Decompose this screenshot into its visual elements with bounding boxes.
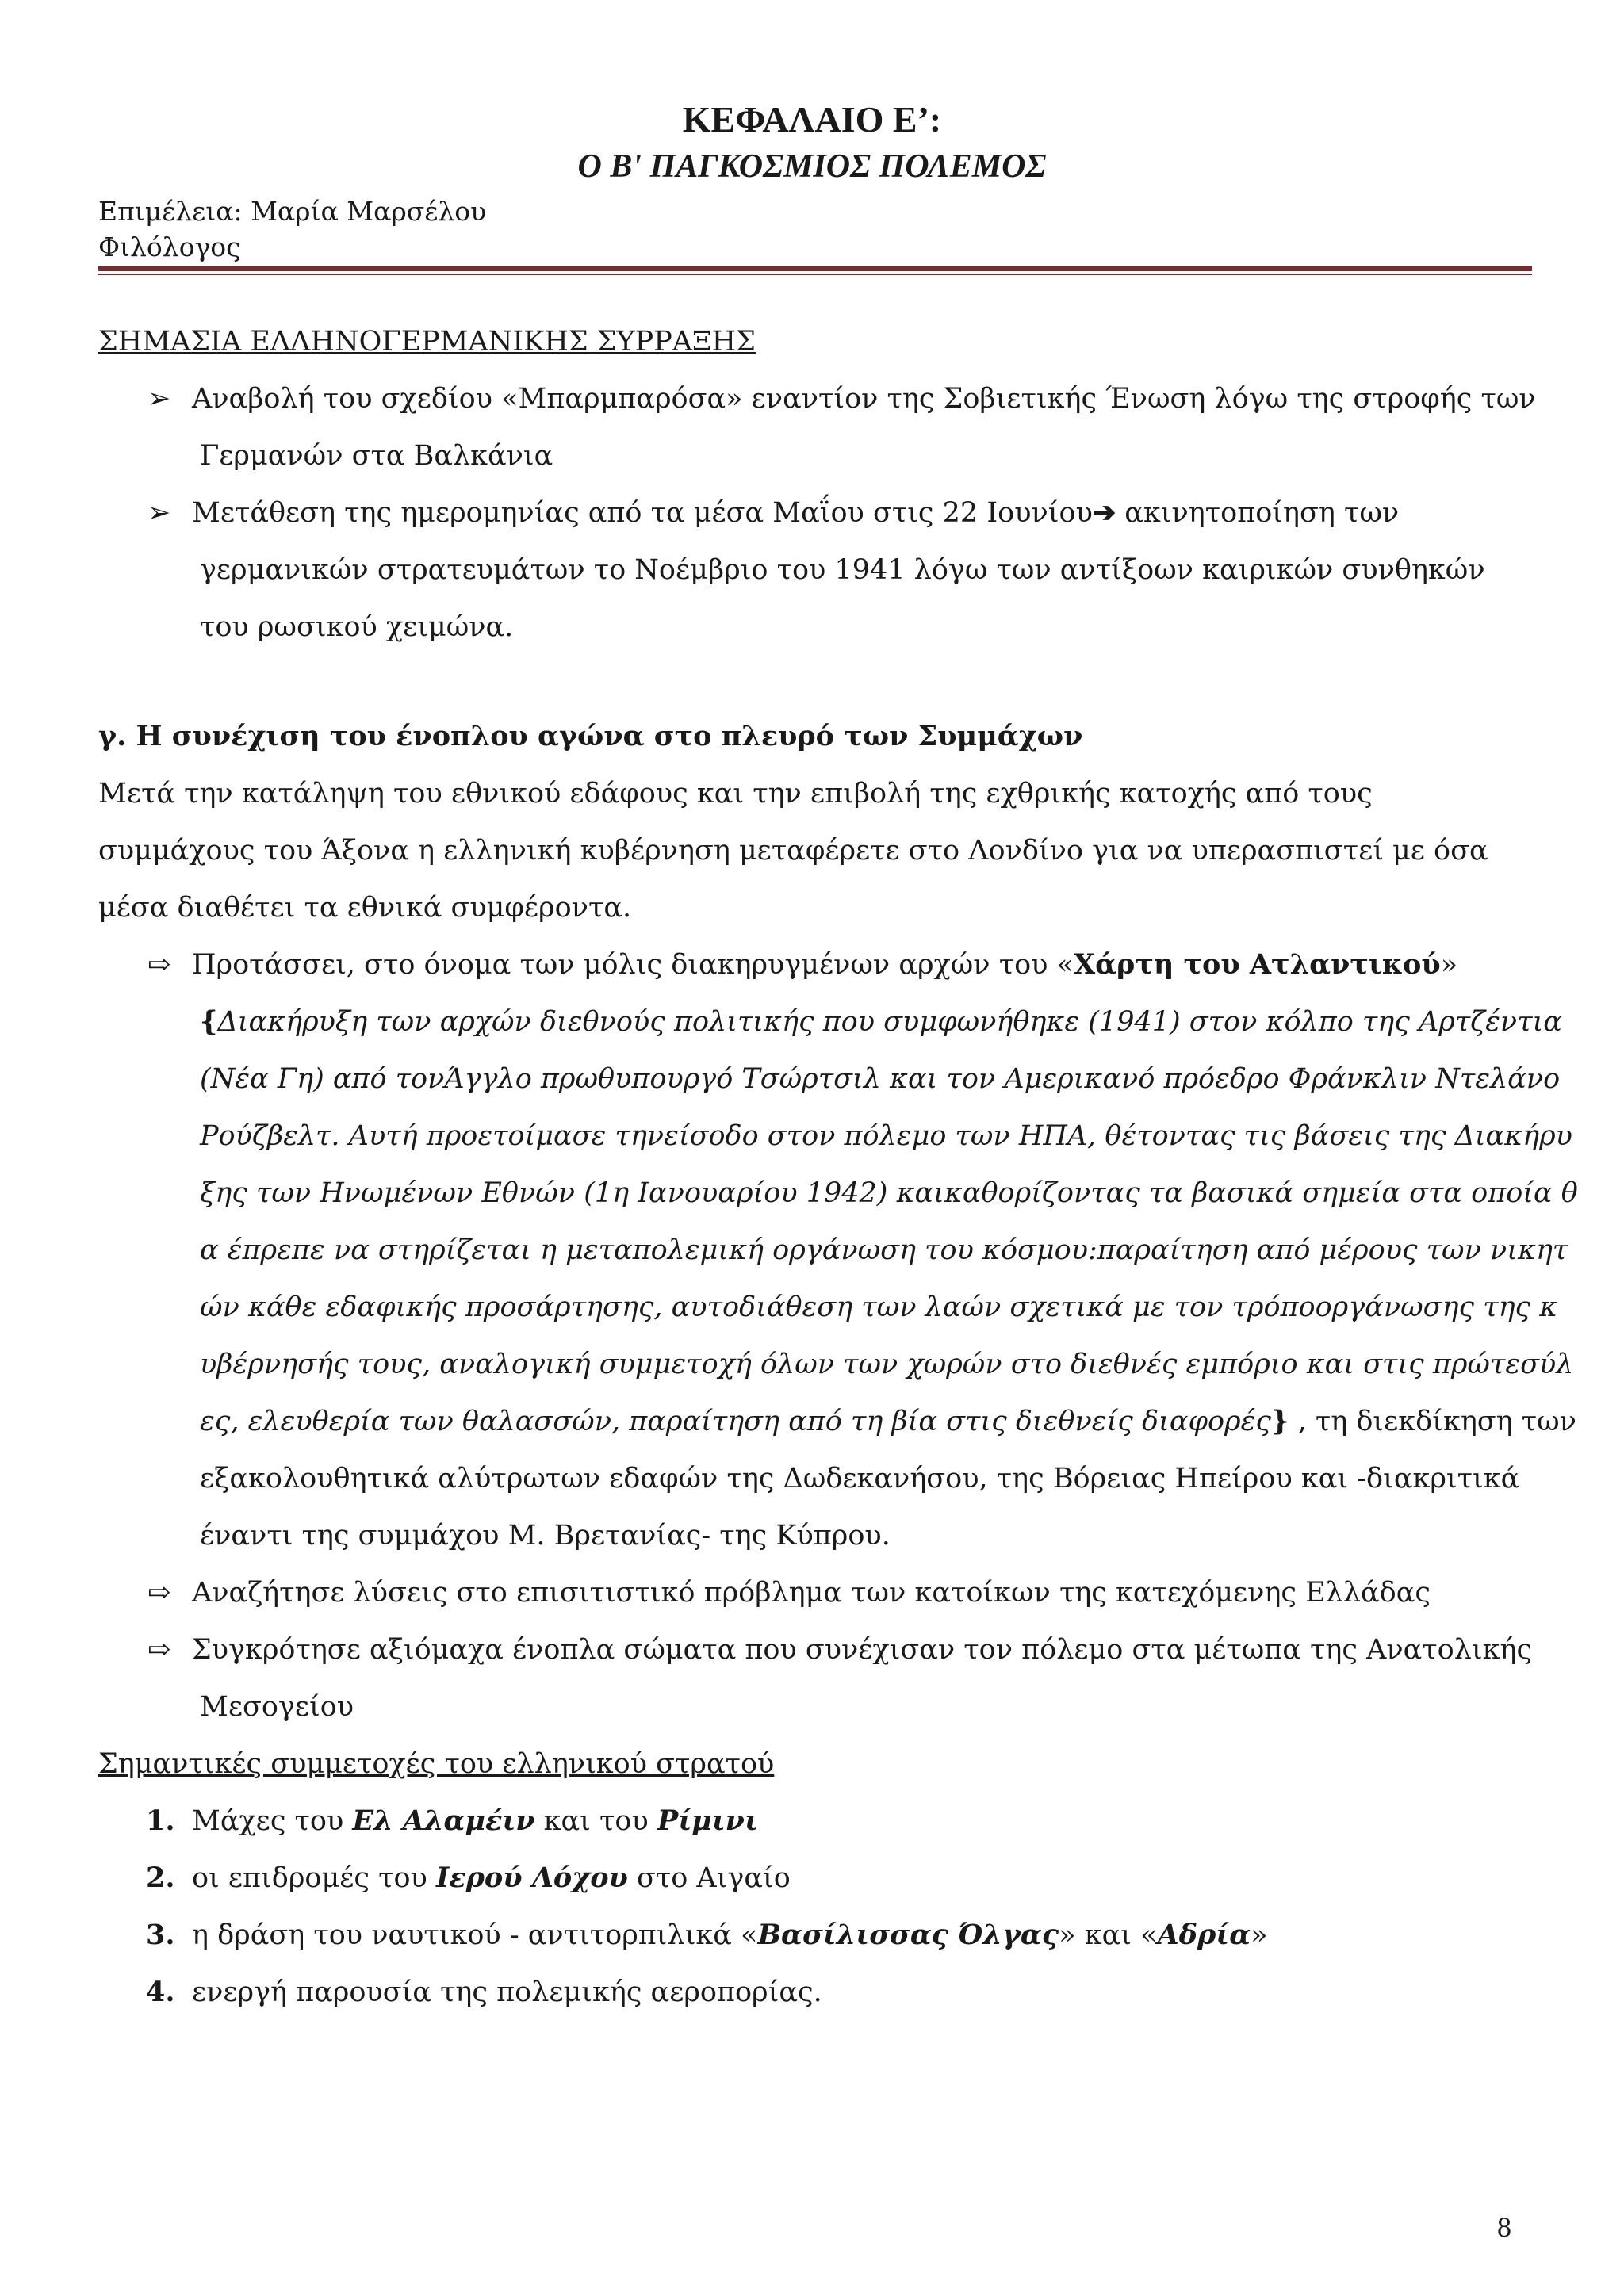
section-heading-continuation: γ. Η συνέχιση του ένοπλου αγώνα στο πλευρό των Συμμάχων [98, 720, 1083, 752]
hollow-arrow-icon: ⇨ [147, 1634, 171, 1666]
arrow-continuation: έναντι της συμμάχου Μ. Βρετανίας- της Κύπρου. [200, 1520, 891, 1552]
arrow-item-text [98, 936, 1532, 993]
page-number: 8 [1497, 2211, 1511, 2243]
text-run: » [1251, 1919, 1268, 1951]
emphasis-text: Ρίμινι [657, 1804, 758, 1837]
numbered-item [98, 1907, 1532, 1964]
bullet-continuation: Γερμανών στα Βαλκάνια [200, 440, 553, 472]
arrow-item [98, 936, 1532, 993]
item-text [98, 1850, 1532, 1907]
numbered-item [98, 1793, 1532, 1850]
text-run: » και « [1059, 1919, 1158, 1951]
bullet-arrowhead-icon: ➢ [147, 497, 171, 529]
arrow-continuation [98, 1393, 1576, 1450]
section-heading-significance [98, 313, 1532, 370]
numbered-item [98, 1850, 1532, 1907]
text-run: Μάχες του [192, 1805, 353, 1837]
arrow-continuation: ών κάθε εδαφικής προσάρτησης, αυτοδιάθεση των λαών σχετικά με τον τρόποοργάνωσης της κ [200, 1292, 1558, 1323]
arrow-continuation: εξακολουθητικά αλύτρωτων εδαφών της Δωδεκανήσου, της Βόρειας Ηπείρου και -διακριτικά [200, 1463, 1520, 1494]
emphasis-text: Αδρία [1157, 1919, 1251, 1951]
bullet-continuation: γερμανικών στρατευμάτων το Νοέμβριο του 1941 λόγω των αντίξοων καιρικών συνθηκών [200, 554, 1485, 586]
arrow-item-text: Συγκρότησε αξιόμαχα ένοπλα σώματα που συνέχισαν τον πόλεμο στα μέτωπα της Ανατολικής [192, 1634, 1533, 1666]
item-text [98, 1793, 1532, 1850]
text-run: στο Αιγαίο [627, 1862, 791, 1894]
text-run: ακινητοποίηση των [1116, 497, 1400, 529]
text-run: Προτάσσει, στο όνομα των μόλις διακηρυγμένων αρχών του « [192, 949, 1074, 981]
arrow-item-text: Αναζήτησε λύσεις στο επισιτιστικό πρόβλημα των κατοίκων της κατεχόμενης Ελλάδας [192, 1577, 1431, 1609]
paragraph-line: συμμάχους του Άξονα η ελληνική κυβέρνηση μεταφέρετε στο Λονδίνο για να υπερασπιστεί με όσα [98, 835, 1488, 867]
brace-open: { [200, 1005, 218, 1038]
text-run: οι επιδρομές του [192, 1862, 436, 1894]
header-rule-thick [98, 266, 1532, 271]
chapter-title: ΚΕΦΑΛΑΙΟ Ε’: [682, 99, 942, 140]
arrow-continuation: Μεσογείου [200, 1691, 354, 1723]
italic-text: ες, ελευθερία των θαλασσών, παραίτηση από τη βία στις διεθνείς διαφορές [200, 1406, 1271, 1437]
text-run: και του [534, 1805, 657, 1837]
spacer [98, 656, 1532, 708]
arrow-continuation: ξης των Ηνωμένων Εθνών (1η Ιανουαρίου 1942) καικαθορίζοντας τα βασικά σημεία στα οποία θ [200, 1177, 1578, 1209]
emphasis-text: Ελ Αλαμέιν [352, 1804, 535, 1837]
arrow-continuation: Ρούζβελτ. Αυτή προετοίμασε τηνείσοδο στον πόλεμο των ΗΠΑ, θέτοντας τις βάσεις της Διακήρυ [200, 1120, 1572, 1152]
bullet-item [98, 484, 1532, 541]
bullet-continuation: του ρωσικού χειμώνα. [200, 611, 514, 643]
atlantic-charter-label: Χάρτη του Ατλαντικού [1073, 948, 1441, 981]
arrow-continuation: (Νέα Γη) από τονΆγγλο πρωθυπουργό Τσώρτσιλ και τον Αμερικανό πρόεδρο Φράνκλιν Ντελάνο [200, 1063, 1561, 1095]
bullet-text: Αναβολή του σχεδίου «Μπαρμπαρόσα» εναντίον της Σοβιετικής Ένωση λόγω της στροφής των [192, 383, 1536, 415]
item-number: 1. [146, 1804, 175, 1837]
arrow-item [98, 1621, 1532, 1678]
hollow-arrow-icon: ⇨ [147, 1577, 171, 1609]
text-run: Μετάθεση της ημερομηνίας από τα μέσα Μαΐου στις 22 Ιουνίου [192, 497, 1093, 529]
numbered-item [98, 1964, 1532, 2021]
header-rule-thin [98, 274, 1532, 275]
arrow-continuation [98, 993, 1562, 1050]
item-number: 3. [146, 1919, 175, 1951]
arrow-continuation: υβέρνησής τους, αναλογική συμμετοχή όλων των χωρών στο διεθνές εμπόριο και στις πρώτεσύλ [200, 1349, 1574, 1380]
item-text: ενεργή παρουσία της πολεμικής αεροπορίας. [192, 1976, 822, 2008]
hollow-arrow-icon: ⇨ [147, 949, 171, 981]
brace-close: } [1271, 1405, 1289, 1437]
chapter-subtitle: Ο Β' ΠΑΓΚΟΣΜΙΟΣ ΠΟΛΕΜΟΣ [577, 148, 1047, 185]
emphasis-text: Βασίλισσας Όλγας [757, 1919, 1059, 1951]
right-arrow-icon: ➔ [1092, 496, 1116, 529]
emphasis-text: Ιερού Λόχου [435, 1862, 628, 1894]
paragraph-line: μέσα διαθέτει τα εθνικά συμφέροντα. [98, 892, 632, 924]
text-run: , τη διεκδίκηση των [1289, 1406, 1576, 1437]
item-number: 2. [146, 1862, 175, 1894]
section-heading-participations [98, 1735, 1532, 1793]
paragraph-line: Μετά την κατάληψη του εθνικού εδάφους και την επιβολή της εχθρικής κατοχής από τους [98, 778, 1373, 809]
author-role: Φιλόλογος [98, 232, 241, 262]
arrow-continuation: α έπρεπε να στηρίζεται η μεταπολεμική οργάνωση του κόσμου:παραίτηση από μέρους των νικητ [200, 1234, 1568, 1266]
text-run: η δράση του ναυτικού - αντιτορπιλικά « [192, 1919, 758, 1951]
item-text [98, 1907, 1532, 1964]
arrow-item [98, 1564, 1532, 1621]
author-name: Επιμέλεια: Μαρία Μαρσέλου [98, 196, 487, 227]
bullet-arrowhead-icon: ➢ [147, 383, 171, 415]
item-number: 4. [146, 1976, 175, 2008]
author-block [98, 193, 486, 265]
heading-text: ΣΗΜΑΣΙΑ ΕΛΛΗΝΟΓΕΡΜΑΝΙΚΗΣ ΣΥΡΡΑΞΗΣ [98, 326, 756, 358]
bullet-text [98, 484, 1532, 541]
text-run: » [1440, 949, 1458, 981]
bullet-item [98, 370, 1536, 427]
italic-text: Διακήρυξη των αρχών διεθνούς πολιτικής που συμφωνήθηκε (1941) στον κόλπο της Αρτζέντια [217, 1006, 1562, 1038]
heading-text: Σημαντικές συμμετοχές του ελληνικού στρατού [98, 1748, 775, 1780]
main-content [98, 313, 1578, 2021]
